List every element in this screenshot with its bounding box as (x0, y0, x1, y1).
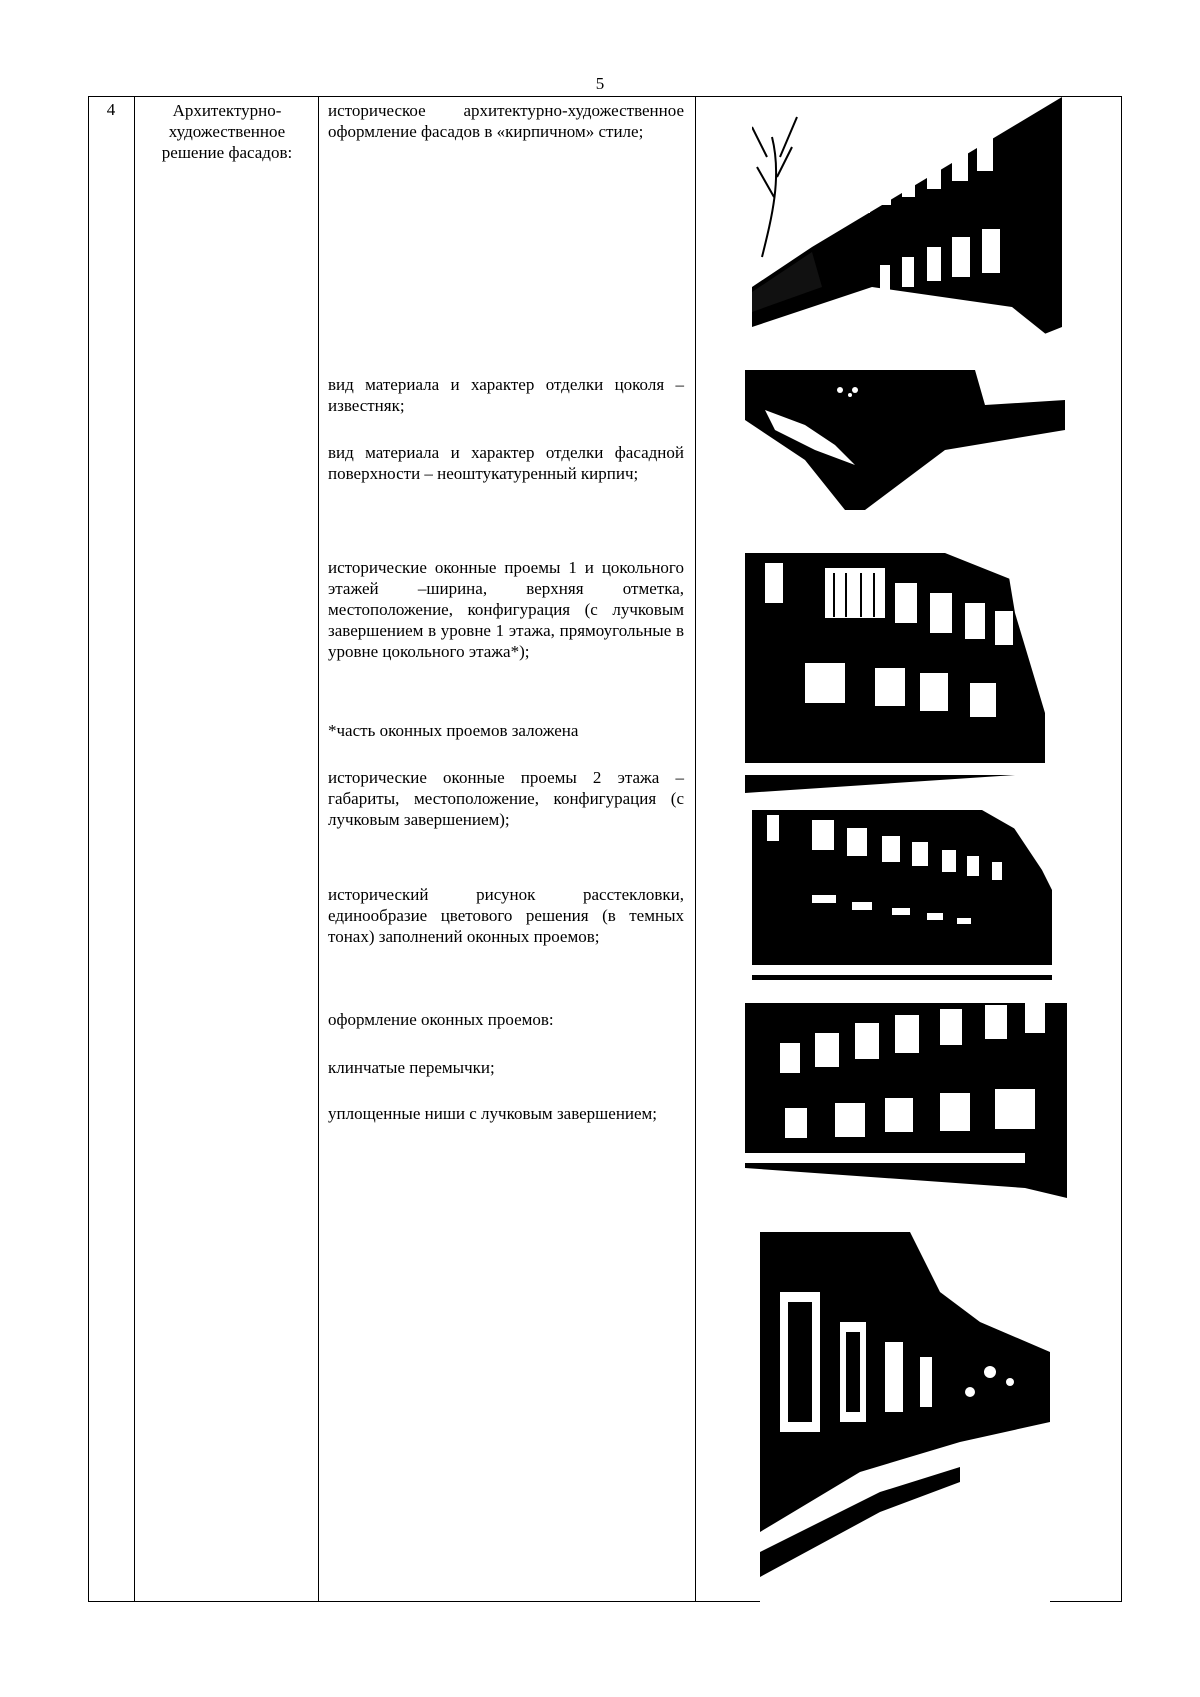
row-name: Архитектурно-художественное решение фасадов: (161, 101, 293, 162)
item-text: вид материала и характер отделки фасадной поверхности – неоштукатуренный кирпич; (328, 443, 684, 483)
street-photo (760, 1232, 1050, 1602)
item-text: вид материала и характер отделки цоколя – известняк; (328, 375, 684, 415)
item-text: оформление оконных проемов: (328, 1010, 554, 1029)
item-text: исторический рисунок расстекловки, единообразие цветового решения (в темных тонах) заполнений оконных проемов; (328, 885, 684, 946)
item-text: клинчатые перемычки; (328, 1058, 495, 1077)
item-text: исторические оконные проемы 2 этажа – габариты, местоположение, конфигурация (с лучковым завершением); (328, 768, 684, 829)
plinth-photo (745, 370, 1065, 510)
column-divider (695, 96, 696, 1602)
item-text: *часть оконных проемов заложена (328, 721, 579, 740)
page-number: 5 (595, 74, 605, 93)
column-divider (318, 96, 319, 1602)
windows-photo (745, 553, 1065, 793)
window-surrounds-photo (745, 1003, 1067, 1198)
upper-windows-photo (752, 810, 1062, 980)
item-text: уплощенные ниши с лучковым завершением; (328, 1104, 658, 1123)
facade-photo (752, 97, 1062, 347)
row-number: 4 (106, 100, 116, 119)
item-text: историческое архитектурно-художественное оформление фасадов в «кирпичном» стиле; (328, 101, 684, 141)
item-text: исторические оконные проемы 1 и цокольного этажей –ширина, верхняя отметка, местоположение, конфигурация (с лучковым завершением в уровне 1 этажа, прямоугольные в уровне цокольного этажа*); (328, 558, 684, 661)
column-divider (134, 96, 135, 1602)
